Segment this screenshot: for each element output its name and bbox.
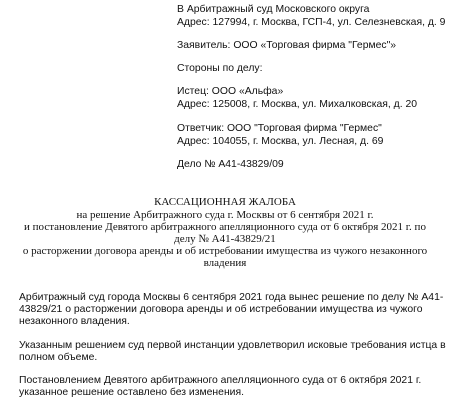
court-name: В Арбитражный суд Московского округа bbox=[177, 4, 370, 15]
plaintiff-address: Адрес: 125008, г. Москва, ул. Михалковская, д. 20 bbox=[177, 99, 418, 110]
paragraph-1-line-3: незаконного владения. bbox=[19, 316, 130, 327]
document-title: КАССАЦИОННАЯ ЖАЛОБА bbox=[154, 196, 296, 208]
paragraph-3-line-1: Постановлением Девятого арбитражного апелляционного суда от 6 октября 2021 г. bbox=[19, 375, 422, 386]
title-line-2: и постановление Девятого арбитражного апелляционного суда от 6 октября 2021 г. по bbox=[24, 221, 426, 233]
title-line-1: на решение Арбитражного суда г. Москвы от 6 сентября 2021 г. bbox=[76, 209, 374, 221]
court-address: Адрес: 127994, г. Москва, ГСП-4, ул. Селезневская, д. 9 bbox=[177, 17, 446, 28]
defendant: Ответчик: ООО "Торговая фирма "Гермес" bbox=[177, 123, 382, 134]
paragraph-2-line-2: полном объеме. bbox=[19, 352, 98, 363]
title-line-5: владения bbox=[203, 257, 247, 269]
title-line-3: делу № А41-43829/21 bbox=[174, 233, 276, 245]
paragraph-2-line-1: Указанным решением суд первой инстанции удовлетворил исковые требования истца в bbox=[19, 340, 446, 351]
paragraph-1-line-1: Арбитражный суд города Москвы 6 сентября 2021 года вынес решение по делу № А41- bbox=[19, 292, 444, 303]
parties-heading: Стороны по делу: bbox=[177, 63, 263, 74]
paragraph-3-line-2: указанное решение оставлено без изменения. bbox=[19, 387, 244, 398]
title-line-4: о расторжении договора аренды и об истребовании имущества из чужого незаконного bbox=[22, 245, 428, 257]
case-number: Дело № А41-43829/09 bbox=[177, 159, 284, 170]
paragraph-1-line-2: 43829/21 о расторжении договора аренды и об истребовании имущества из чужого bbox=[19, 304, 423, 315]
defendant-address: Адрес: 104055, г. Москва, ул. Лесная, д. 69 bbox=[177, 136, 384, 147]
plaintiff: Истец: ООО «Альфа» bbox=[177, 86, 284, 97]
applicant: Заявитель: ООО «Торговая фирма "Гермес"» bbox=[177, 40, 397, 51]
